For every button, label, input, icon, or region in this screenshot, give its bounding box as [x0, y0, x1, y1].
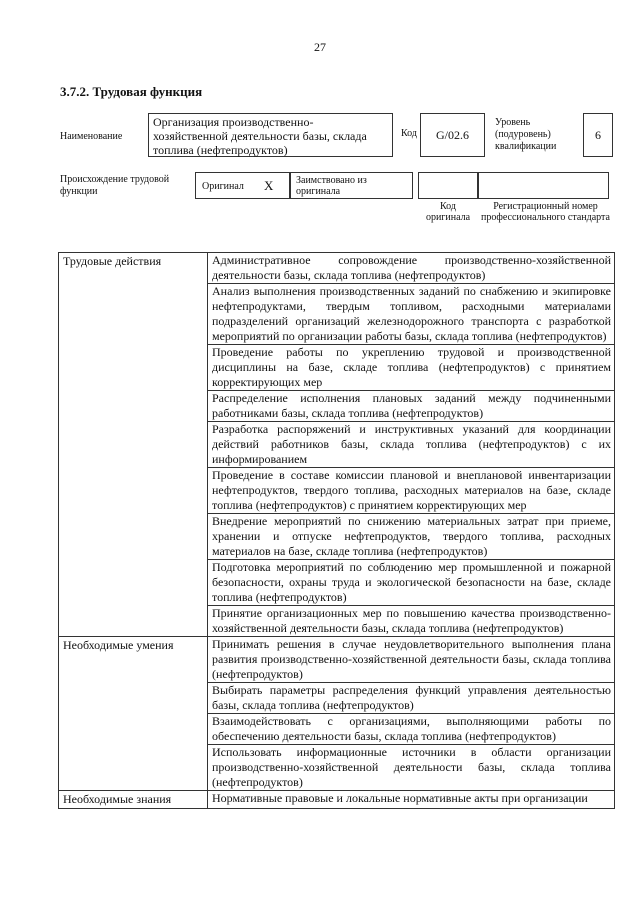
description-cell: Принятие организационных мер по повышению качества производственно-хозяйственной деятельности базы, склада топлива (нефтепродуктов): [208, 606, 615, 637]
level-label-text: Уровень (подуровень) квалификации: [495, 117, 557, 152]
labor-function-table: [58, 252, 615, 809]
function-name-field: Организация производственно-хозяйственной деятельности базы, склада топлива (нефтепродуктов): [148, 113, 393, 157]
origin-original-cell: [195, 172, 290, 199]
code-field: G/02.6: [420, 113, 485, 157]
description-cell: Выбирать параметры распределения функций управления деятельностью базы, склада топлива (нефтепродуктов): [208, 683, 615, 714]
description-cell: Административное сопровождение производственно-хозяйственной деятельности базы, склада топлива (нефтепродуктов): [208, 253, 615, 284]
category-cell: Трудовые действия: [59, 253, 208, 637]
category-cell: Необходимые умения: [59, 637, 208, 791]
description-cell: Взаимодействовать с организациями, выполняющими работы по обеспечению деятельности базы, склада топлива (нефтепродуктов): [208, 714, 615, 745]
level-field: 6: [583, 113, 613, 157]
description-cell: Анализ выполнения производственных заданий по снабжению и экипировке нефтепродуктами, твердым топливом, расходными материалами подразделений организаций железнодорожного транспорта с разработкой мероприятий по организации работы базы, склада топлива (нефтепродуктов): [208, 284, 615, 345]
name-label: Наименование: [60, 131, 123, 142]
table-row: [59, 637, 615, 683]
description-cell: Разработка распоряжений и инструктивных указаний для координации действий работников базы, склада топлива (нефтепродуктов) с их информированием: [208, 422, 615, 468]
description-cell: Использовать информационные источники в области организации производственно-хозяйственной деятельности базы, склада топлива (нефтепродуктов): [208, 745, 615, 791]
level-label: [495, 117, 579, 153]
origin-original-mark: X: [264, 178, 274, 193]
origin-label: Происхождение трудовой функции: [60, 174, 170, 197]
description-cell: Проведение работы по укреплению трудовой и производственной дисциплины на базе, складе топлива (нефтепродуктов) с принятием корректирующих мер: [208, 345, 615, 391]
description-cell: Подготовка мероприятий по соблюдению мер промышленной и пожарной безопасности, охраны труда и экологической безопасности на базе, складе топлива (нефтепродуктов): [208, 560, 615, 606]
origin-borrowed-label: Заимствовано из оригинала: [296, 175, 367, 197]
description-cell: Принимать решения в случае неудовлетворительного выполнения плана развития производственно-хозяйственной деятельности базы, склада топлива (нефтепродуктов): [208, 637, 615, 683]
origin-code-caption: Код оригинала: [425, 201, 471, 223]
category-cell: Необходимые знания: [59, 791, 208, 809]
description-cell: Распределение исполнения плановых заданий между подчиненными работниками базы, склада топлива (нефтепродуктов): [208, 391, 615, 422]
section-title: 3.7.2. Трудовая функция: [60, 84, 203, 99]
description-cell: Внедрение мероприятий по снижению материальных затрат при приеме, хранении и отпуске нефтепродуктов, твердого топлива, расходных материалов на базе, складе топлива (нефтепродуктов): [208, 514, 615, 560]
page-number: 27: [314, 40, 326, 54]
origin-borrowed-cell: [290, 172, 413, 199]
table-row: [59, 253, 615, 284]
table-row: [59, 791, 615, 809]
origin-reg-caption: Регистрационный номер профессионального стандарта: [481, 201, 610, 223]
description-cell: Проведение в составе комиссии плановой и внеплановой инвентаризации нефтепродуктов, твердого топлива, расходных материалов на базе, складе топлива (нефтепродуктов) с принятием корректирующих мер: [208, 468, 615, 514]
origin-code-cell: [418, 172, 478, 199]
description-cell: Нормативные правовые и локальные нормативные акты при организации: [208, 791, 615, 809]
origin-original-label: Оригинал: [202, 181, 244, 192]
code-label: Код: [401, 128, 417, 139]
origin-reg-cell: [478, 172, 609, 199]
